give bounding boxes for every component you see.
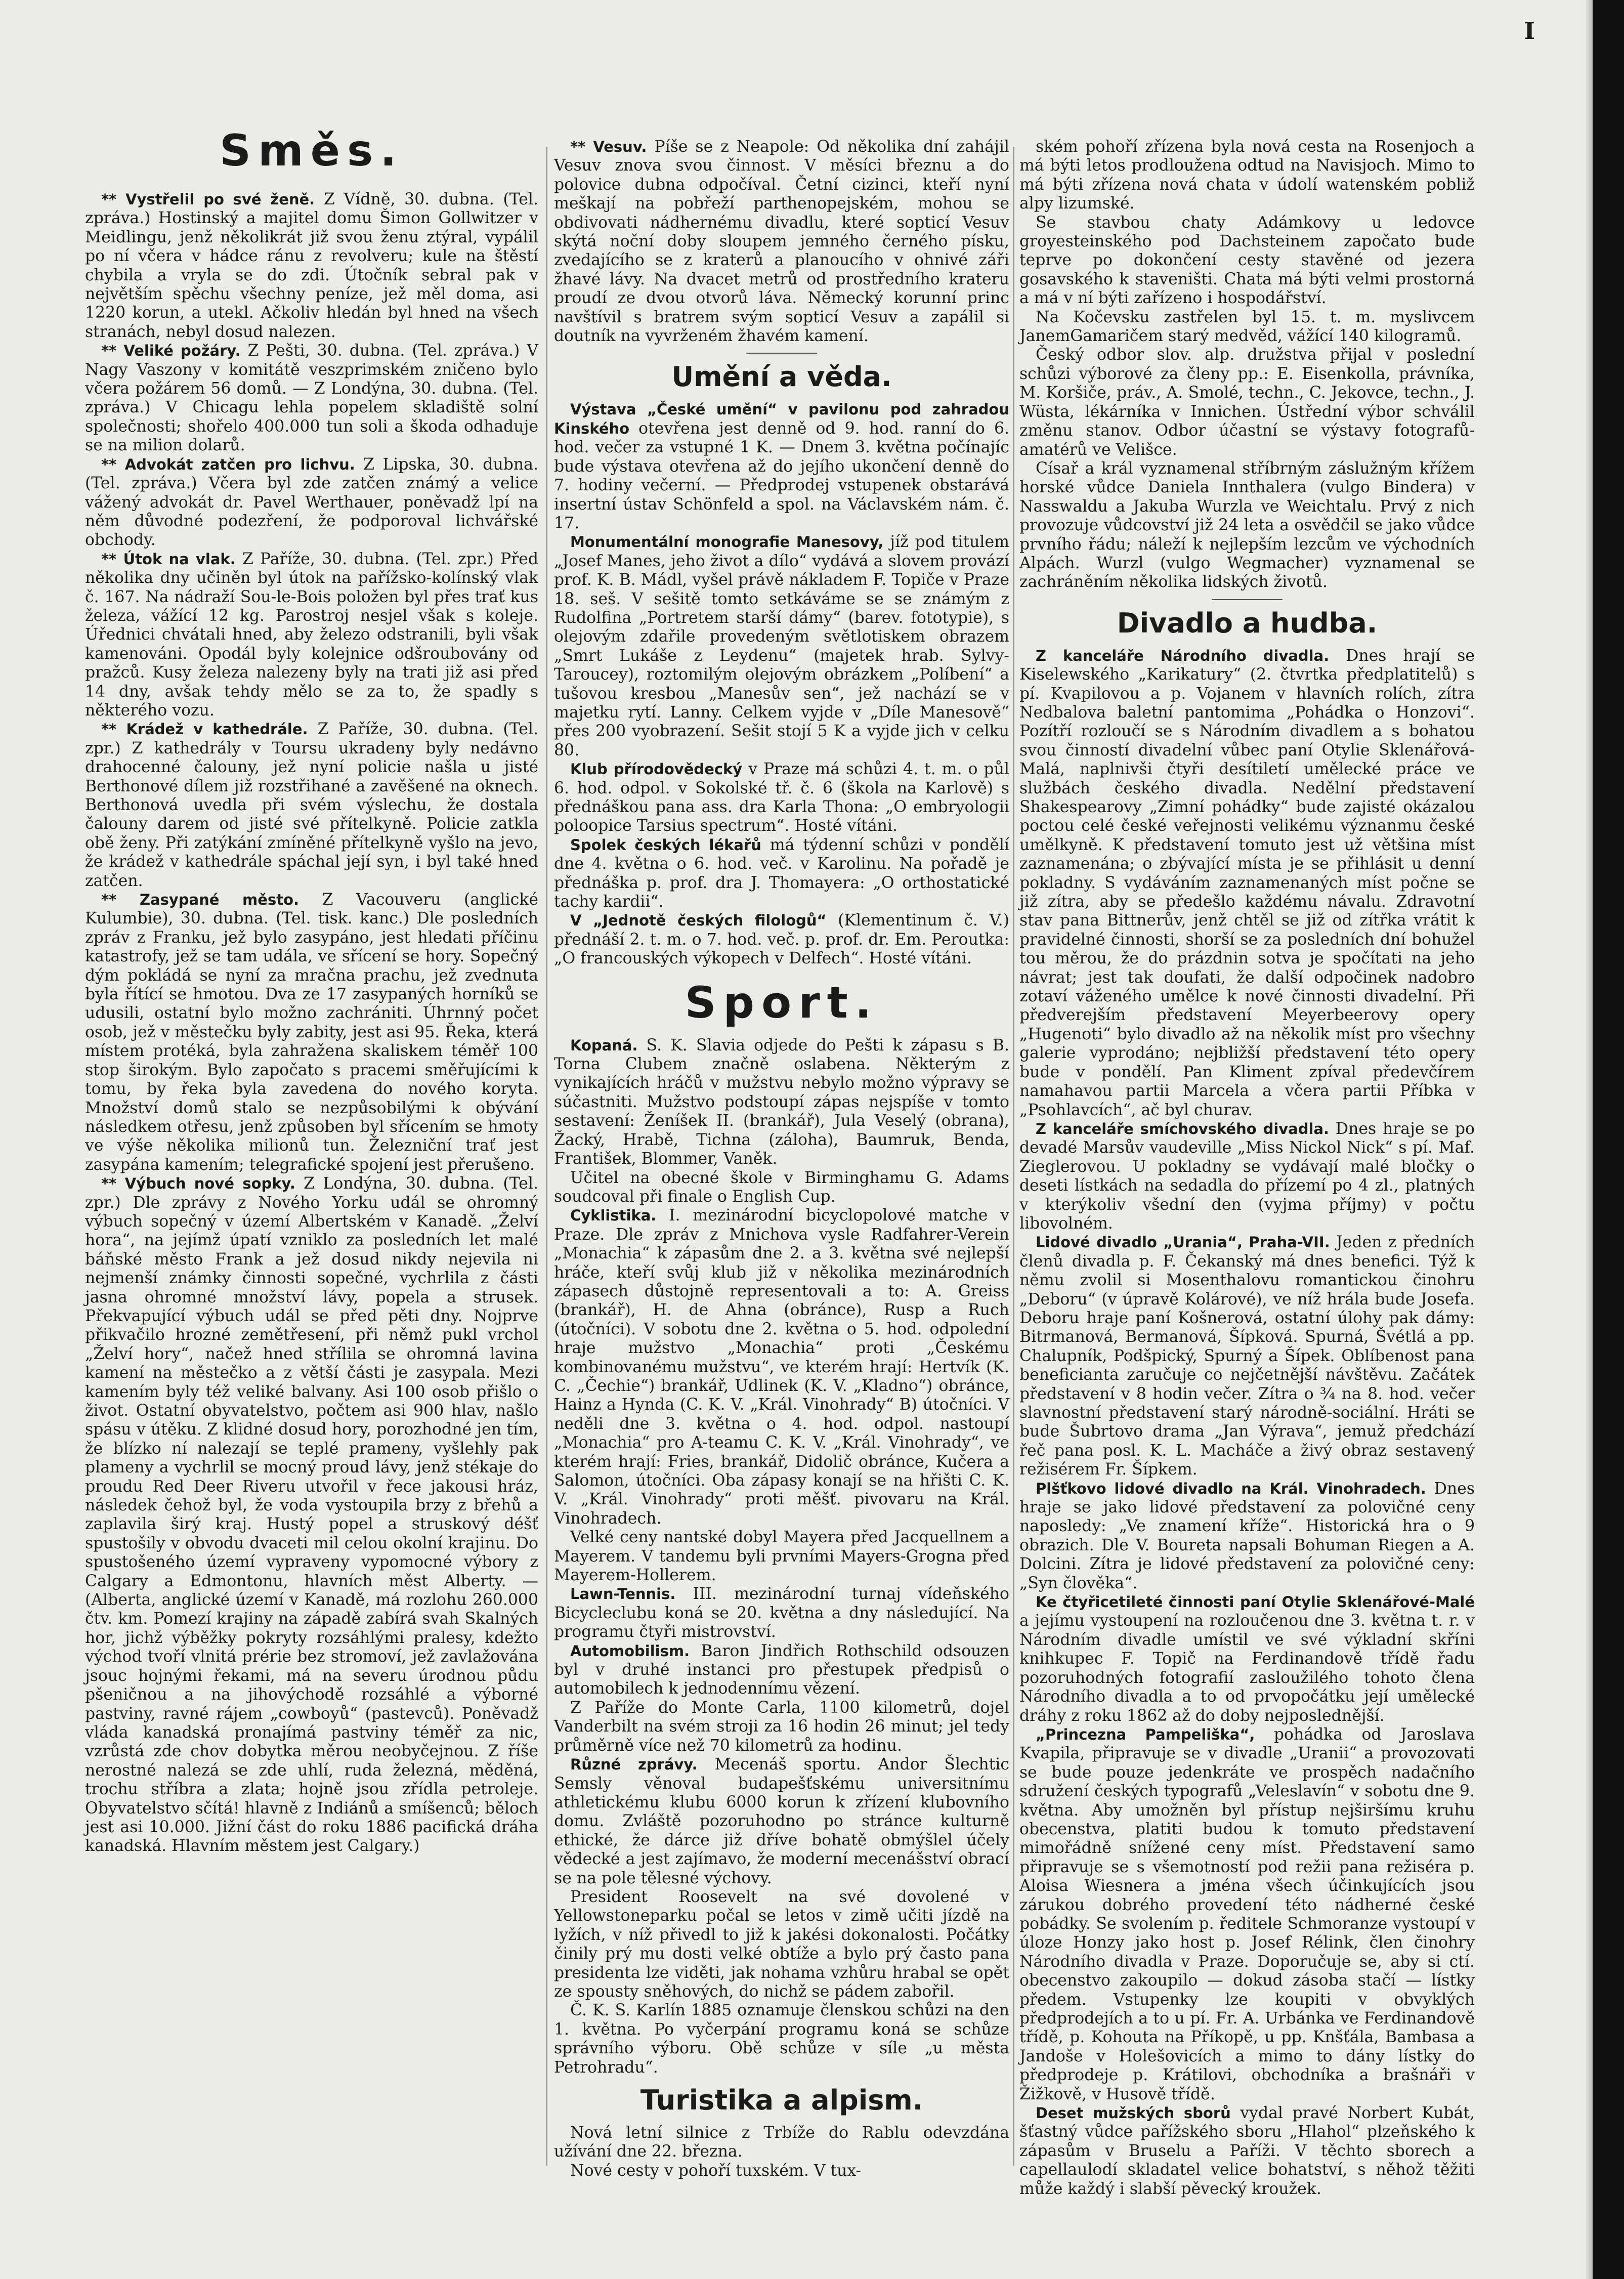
page-number: I [1524, 17, 1535, 45]
article-list [554, 138, 1009, 346]
article-body: ském pohoří zřízena byla nová cesta na Rosenjoch a má býti letos prodloužena odtud na Navisjoch. Mimo to má býti zřízena nová chata v údolí watenském pobliž alpy lizumské. [1019, 138, 1475, 213]
article-paragraph [85, 455, 538, 550]
article-paragraph [1019, 346, 1475, 459]
section-heading-sport: Sport. [685, 977, 879, 1028]
article-body: Z Londýna, 30. dubna. (Tel. zpr.) Dle zprávy z Nového Yorku udál se ohromný výbuch sopečný v území Albertském v Kanadě. „Želví hora“, na jejímž úpatí vzniklo za posledních let malé báňské město Frank a jež dosud nikdy nejevila ni nejmenší známky činnosti sopečné, vychrlila z části jasna ohromné množství lávy, popela a strusek. Překvapující výbuch udál se před pěti dny. Nojprve přikvačilo hrozné zemětřesení, při němž pukl vrchol „Želví hory“, načež hned střílila se ohromná lavina kamení na městečko a z větší části je zasypala. Mezi kamením byly též veliké balvany. Asi 100 osob přišlo o život. Ostatní obyvatelstvo, počtem asi 900 hlav, našlo spásu v útěku. Z klidné dosud hory, porozhodné jen tím, že blízko ní nalezají se teplé prameny, vyšlehly pak plameny a vychrlil se mocný proud lávy, jenž stékaje do proudu Red Deer Riveru utvořil v řece jakousi hráz, následek čehož byl, že voda vystoupila brzy z břehů a zaplavila širý kraj. Hustý popel a struskový déšť spustošily v obvodu dvaceti mil celou okolní krajinu. Do spustošeného území vypraveny vypomocné výbory z Calgary a Edmontonu, hlavních měst Alberty. — (Alberta, anglické území v Kanadě, má rozlohu 260.000 čtv. km. Pomezí krajiny na západě zabírá svah Skalných hor, jichž výběžky pokryty rozsáhlými pralesy, kdežto východ tvoří vlnitá prérie bez stromoví, jež zavlažována jsouc hojnými řekami, má na severu úrodnou půdu pšeničnou a na jihovýchodě rozsáhlé a výborné pastviny, ravné rájem „cowboyů“ (pastevců). Poněvadž vláda kanadská pronajímá pastviny téměř za nic, vzrůstá zde chov dobytka měrou neobyčejnou. Z říše nerostné nalezá se zde uhlí, ruda železná, měděná, trochu stříbra a zlata; hojně jsou zřídla petroleje. Obyvatelstvo sčítá! hlavně z Indiánů a smíšenců; běloch jest asi 10.000. Jižní část do roku 1886 pacifická dráha kanadská. Hlavním městem jest Calgary.) [85, 1174, 539, 1855]
article-list [1019, 138, 1475, 592]
section-heading-turistika: Turistika a alpism. [640, 2084, 923, 2116]
article-paragraph [554, 760, 1009, 836]
article-paragraph [85, 891, 538, 1174]
article-lead: ** Výbuch nové sopky. [101, 1175, 295, 1193]
article-body: (Klementinum č. V.) přednáší 2. t. m. o 7. hod. več. p. prof. dr. Em. Peroutka: „O francouských výkopech v Delfech“. Hosté vítáni. [554, 911, 1009, 968]
article-body: Se stavbou chaty Adámkovy u ledovce groyesteinského pod Dachsteinem započato bude teprve po dokončení cesty stavěné od jezera gosavského k staveništi. Chata má býti velmi prostorná a má v ní býti zařízeno i hospodářství. [1019, 213, 1475, 308]
article-paragraph [1019, 1593, 1475, 1725]
article-body: Píše se z Neapole: Od několika dní zahájil Vesuv znova svou činnost. V měsíci březnu a do polovice dubna odpočíval. Četní cizinci, kteří nyní meškají na pobřeží parthenopejském, mohou se obdivovati nádhernému divadlu, které sopticí Vesuv skýtá noční doby sloupem jemného černého písku, zvedajícího se z kraterů a planoucího v ohnivé záři žhavé lávy. Na dvacet metrů od prostředního krateru proudí ze dvou otvorů láva. Německý korunní princ navštívil s bratrem svým sopticí Vesuv a zapálil si doutník na vyvrženém žhavém kamení. [554, 138, 1010, 346]
article-body: Na Kočevsku zastřelen byl 15. t. m. myslivcem JanemGamaričem starý medvěd, vážící 140 kilogramů. [1019, 308, 1475, 346]
article-lead: Ke čtyřicetileté činnosti paní Otylie Sklenářové-Malé [1036, 1593, 1475, 1611]
article-body: I. mezinárodní bicyclopolové matche v Praze. Dle zpráv z Mnichova vysle Radfahrer-Verein „Monachia“ k zápasům dne 2. a 3. května své nejlepší hráče, kteří svůj klub již v několika mezinárodních zápasech důstojně representovali a to: A. Greiss (brankář), H. de Ahna (obránce), Rusp a Ruch (útočníci). V sobotu dne 2. května o 5. hod. odpolední hraje mužstvo „Monachia“ proti „Českému kombinovanému mužstvu“, ve kterém hrají: Hertvík (K. C. „Čechie“) brankář, Udlinek (K. V. „Kladno“) obránce, Hainz a Hynda (C. K. V. „Král. Vinohrady“ B) útočníci. V neděli dne 3. května o 4. hod. odpol. nastoupí „Monachia“ pro A-teamu C. K. V. „Král. Vinohrady“, ve kterém hrají: Fries, brankář, Didolič obránce, Kučera a Salomon, útočníci. Oba zápasy konají se na hřišti C. K. V. „Král. Vinohrady“ proti měšť. pivovaru na Král. Vinohradech. [554, 1206, 1009, 1528]
article-body: Dnes hraje se jako lidové představení za polovičné ceny naposledy: „Ve znamení kříže“. Historická hra o 9 obrazich. Dle V. Boureta napsali Bohuman Riegen a A. Dolcini. Zítra je lidové představení za polovičné ceny: „Syn člověka“. [1019, 1479, 1475, 1592]
article-lead: Lawn-Tennis. [570, 1585, 676, 1603]
article-body: Z Vacouveru (anglické Kulumbie), 30. dubna. (Tel. tisk. kanc.) Dle posledních zpráv z Franku, jež bylo zasypáno, jest hledati příčinu katastrofy, jež se tam udála, ve sřícení se hory. Sopečný dým pokládá se nyní za mračna prachu, jež zvednuta byla řítící se hmotou. Dva ze 17 zasypaných horníků se udusili, ostatní bylo možno zachrániti. Úhrnný počet osob, jež v městečku byly zabity, jest asi 95. Řeka, která místem protéká, byla zahražena skaliskem téměř 100 stop širokým. Bylo započato s pracemi směřujícími k tomu, by řeka byla zavedena do nového koryta. Množství domů stalo se nezpůsobilými k obývání následkem otřesu, jenž způsoben byl sřícením se hmoty ve výše několika milionů tun. Železniční trať jest zasypána kamením; telegrafické spojení jest přerušeno. [85, 891, 538, 1174]
article-lead: Monumentální monografie Manesovy, [570, 533, 884, 551]
article-paragraph [554, 2124, 1009, 2162]
article-paragraph [554, 1036, 1009, 1169]
article-lead: Deset mužských sborů [1036, 2104, 1231, 2122]
article-paragraph [554, 1206, 1009, 1528]
scan-margin-shadow [1586, 0, 1593, 2279]
article-body: President Roosevelt na své dovolené v Yellowstoneparku počal se letos v zimě učiti jízdě na lyžích, v níž přivedl to již k jakési dokonalosti. Počátky činily prý mu dosti velké obtíže a bylo prý často pana presidenta lze viděti, jak nohama vzhůru hrabal se opět ze spousty sněhových, do nichž se pádem zabořil. [554, 1887, 1009, 2001]
article-body: Dnes hrají se Kiselewského „Karikatury“ (2. čtvrtka předplatitelů) s pí. Kvapilovou a p. Vojanem v hlavních rolích, zítra Nedbalova baletní pantomima „Pohádka o Honzovi“. Pozítří rozloučí se s Národním divadlem a s bohatou svou činností divadelní vůbec paní Otylie Sklenářová-Malá, naplnivši čtyři desítiletí umělecké práce ve službách českého divadla. Nedělní představení Shakespearovy „Zimní pohádky“ bude zajisté okázalou poctou celé české veřejnosti velikému význanmu české umělkyně. K představení tomuto jest už většina míst zaznamenána; o zbývající místa je se přihlásit u denní pokladny. S vydáváním zaznamenaných míst počne se již zítra, aby se předešlo každému návalu. Zdravotní stav pana Bittnerův, jenž chtěl se již od zítřka vrátit k pravidelné činnosti, shorší se za posledních dní bohužel tou měrou, že do prázdnin sotva je spočítati na jeho návrat; jest tak doufati, že další odpočinek nadobro zotaví váženého umělce k nové činnosti divadelní. Při předverejším představení Meyerbeerovy opery „Hugenoti“ bylo divadlo až na několik míst pro všechny galerie vyprodáno; nejbližší představení této opery bude v pondělí. Pan Kliment zpíval předevčírem namahavou partii Marcela a včera partii Příbka v „Psohlavcích“, ač byl churav. [1019, 646, 1475, 1119]
article-lead: Kopaná. [570, 1036, 638, 1054]
article-paragraph [1019, 1725, 1475, 2104]
section-heading-smes: Směs. [220, 125, 404, 176]
article-lead: Klub přírodovědecký [570, 761, 743, 778]
article-body: má týdenní schůzi v pondělí dne 4. května o 6. hod. več. v Karolinu. Na pořadě je přednáška p. prof. dra J. Thomayera: „O orthostatické tachy kardii“. [554, 835, 1009, 911]
article-paragraph [554, 1888, 1009, 2001]
article-list [554, 1036, 1009, 2077]
article-paragraph [1019, 1480, 1475, 1593]
column-2 [554, 138, 1009, 2180]
article-paragraph [554, 138, 1009, 346]
article-lead: ** Útok na vlak. [101, 550, 236, 568]
article-paragraph [1019, 1120, 1475, 1233]
article-list [85, 190, 538, 1856]
article-body: Z Paříže, 30. dubna. (Tel. zpr.) Před několika dny učiněn byl útok na pařížsko-kolínský vlak č. 167. Na nádraží Sou-le-Bois položen byl přes trať kus železa, vážící 12 kg. Parostroj nesjel však s koleje. Úřednici chvátali hned, aby železo odstranili, byli však kamenováni. Opodál byly kolejnice odšroubovány od pražců. Kusy železa nalezeny byly na trati již asi před 14 dny, avšak tehdy mělo se za to, že spadly s některého vozu. [85, 550, 539, 720]
article-lead: „Princezna Pampeliška“, [1036, 1725, 1255, 1743]
article-lead: ** Vystřelil po své ženě. [101, 191, 315, 208]
article-body: otevřena jest denně od 9. hod. ranní do 6. hod. večer za vstupné 1 K. — Dnem 3. května počínajíc bude výstava otevřena až do jejího ukončení denně do 7. hodiny večerní. — Předprodej vstupenek obstarává insertní ústav Schönfeld a spol. na Václavském nám. č. 17. [554, 419, 1009, 532]
article-list [554, 400, 1009, 968]
article-lead: ** Vesuv. [570, 138, 647, 155]
article-lead: Lidové divadlo „Urania“, Praha-VII. [1036, 1234, 1330, 1251]
article-paragraph [554, 1585, 1009, 1641]
article-body: Nová letní silnice z Trbíže do Rablu odevzdána užívání dne 22. března. [554, 2124, 1009, 2161]
article-paragraph [1019, 138, 1475, 214]
article-body: Český odbor slov. alp. družstva přijal v poslední schůzi výborové za členy pp.: E. Eisenkolla, právníka, M. Koršiče, práv., A. Smolé, techn., C. Jekovce, techn., J. Wüsta, lékárníka v Innichen. Ústřední výbor schválil změnu stanov. Odbor účastní se výstavy fotografů-amatérů ve Velišce. [1019, 346, 1475, 459]
article-body: a jejímu vystoupení na rozloučenou dne 3. května t. r. v Národním divadle umístil ve své výkladní skříni knihkupec F. Topič na Ferdinandově třídě řadu pozoruhodných fotografií zasloužilého tohoto člena Národního divadla a to od prvopočátku její umělecké dráhy z roku 1862 až do doby nejposlednější. [1019, 1612, 1475, 1725]
article-paragraph [554, 533, 1009, 760]
article-paragraph [554, 1528, 1009, 1585]
article-lead: Plšťkovo lidové divadlo na Král. Vinohradech. [1036, 1480, 1426, 1497]
article-paragraph [554, 400, 1009, 533]
article-paragraph [85, 190, 538, 342]
divider [746, 353, 817, 354]
article-body: Z Paříže do Monte Carla, 1100 kilometrů, dojel Vanderbilt na svém stroji za 16 hodin 26 minut; jel tedy průměrně více než 70 kilometrů za hodinu. [554, 1698, 1009, 1755]
article-lead: ** Advokát zatčen pro lichvu. [101, 455, 355, 473]
article-body: vydal pravé Norbert Kubát, šťastný vůdce pařížského sboru „Hlahol“ plzeňského k zápasům v Bruselu a Paříži. V těchto sborech a capellaulodí skladatel velice bohatství, s něhož těžiti může každý i slabší pěvecký kroužek. [1019, 2104, 1475, 2198]
article-lead: Z kanceláře Národního divadla. [1036, 647, 1330, 664]
article-paragraph [554, 2162, 1009, 2180]
article-lead: Různé zprávy. [570, 1756, 698, 1774]
article-body: S. K. Slavia odjede do Pešti k zápasu s B. Torna Clubem značně oslabena. Některým z vynikajících hráčů v mužstvu nebylo možno výpravy se súčastniti. Mužstvo podstoupí zápas nejspíše v tomto sestavení: Ženíšek II. (brankář), Jula Veselý (obrana), Žacký, Hrabě, Tichna (záloha), Baumruk, Benda, František, Blommer, Vaněk. [554, 1036, 1009, 1168]
article-body: Dnes hraje se po devadé Marsův vaudeville „Miss Nickol Nick“ s pí. Maf. Zieglerovou. U pokladny se vydávají malé bločky o deseti lístkách na sedadla do přízemí po 4 zl., platných v kterýkoliv všední den (vyjma příjmy) v počtu libovolném. [1019, 1119, 1475, 1233]
article-body: v Praze má schůzi 4. t. m. o půl 6. hod. odpol. v Sokolské tř. č. 6 (škola na Karlově) s přednáškou pana ass. dra Karla Thona: „O embryologii poloopice Tarsius spectrum“. Hosté vítáni. [554, 760, 1009, 835]
article-paragraph [554, 1699, 1009, 1755]
article-body: Mecenáš sportu. Andor Šlechtic Semsly věnoval budapešťskému universitnímu athletickému klubu 6000 korun k zřízení klubovního domu. Zvláště pozoruhodno po stránce kulturně ethické, že dárce již dříve bohatě obmýšlel účely vědecké a jest zajímavo, že moderní mecenášství obrací se na pole tělesné výchovy. [554, 1755, 1010, 1887]
article-lead: Cyklistika. [570, 1207, 657, 1225]
article-paragraph [85, 720, 538, 891]
article-paragraph [554, 911, 1009, 968]
article-lead: Spolek českých lékařů [570, 836, 761, 854]
article-body: Nové cesty v pohoří tuxském. V tux- [570, 2161, 862, 2180]
article-lead: Automobilism. [570, 1642, 690, 1660]
article-lead: ** Krádež v kathedrále. [101, 721, 308, 738]
article-lead: V „Jednotě českých filologů“ [570, 912, 827, 930]
article-paragraph [1019, 2104, 1475, 2199]
article-body: Z Paříže, 30. dubna. (Tel. zpr.) Z kathedrály v Toursu ukradeny byly nedávno drahocenné čalouny, jež nyní policie našla u jisté Berthonové dílem již rozstřihané a zavěšené na oknech. Berthonová uvedla při svém výslechu, že dostala čalouny darem od jisté své přítelkyně. Policie zatkla obě ženy. Při zatýkání zmíněné přítelkyně vyšlo na jevo, že krádež v kathedrále spáchal její syn, i byl také hned zatčen. [85, 720, 538, 890]
article-body: Učitel na obecné škole v Birminghamu G. Adams soudcoval při finale o English Cup. [554, 1168, 1009, 1206]
article-paragraph [1019, 1233, 1475, 1479]
article-body: Císař a král vyznamenal stříbrným záslužným křížem horské vůdce Daniela Innthalera (vulgo Bindera) v Nasswaldu a Jakuba Wurzla ve Weichtalu. Prvý z nich provozuje vůdcovství již 24 leta a osvědčil se jako vůdce prvního řádu; náleží k nejlepším lezcům ve východních Alpách. Wurzl (vulgo Wegmacher) vyznamenal se zachráněním několika lidských životů. [1019, 459, 1475, 592]
article-paragraph [554, 2001, 1009, 2077]
article-body: III. mezinárodní turnaj vídeňského Bicycleclubu koná se 20. května a dny následující. Na programu čtyři mistrovství. [554, 1585, 1009, 1641]
article-paragraph [85, 1174, 538, 1856]
article-lead: Výstava „České umění“ v pavilonu pod zahradou Kinského [554, 401, 1009, 437]
article-body: Z Vídně, 30. dubna. (Tel. zpráva.) Hostinský a majitel domu Šimon Gollwitzer v Meidlingu, jenž několikrát již svou ženu ztýral, vypálil po ní včera v hádce ránu z revolveru; kule na štěstí chybila a vryla se do zdi. Útočník sebral pak v největším spěchu všechny peníze, jež měl doma, asi 1220 korun, a utekl. Ačkoliv hledán byl hned na všech stranách, nebyl dosud nalezen. [85, 190, 539, 341]
article-lead: ** Veliké požáry. [101, 342, 241, 360]
article-paragraph [1019, 308, 1475, 346]
column-rule [1013, 147, 1014, 2166]
article-body: pohádka od Jaroslava Kvapila, připravuje se v divadle „Uranii“ a provozovati se bude pouze jedenkráte ve prospěch nadačního sdružení českých typografů „Veleslavín“ v sobotu dne 9. května. Aby umožněn byl přístup nejširšímu kruhu obecenstva, platiti budou k tomuto představení mimořádně snížené ceny míst. Představení samo připravuje se s všemotností pod režii pana režiséra p. Aloisa Wiesnera a jména všech účinkujících jsou zárukou dobrého provedení této nádherné české pobádky. Se svolením p. ředitele Schmoranze vystoupí v úloze Honzy jako host p. Josef Rélink, člen činohry Národního divadla v Praze. Doporučuje se, aby si ctí. obecenstvo zakoupilo — dokud zásoba stačí — lístky předem. Vstupenky lze koupiti v obvyklých předprodejích a to u pí. Fr. A. Urbánka ve Ferdinandově třídě, p. Kohouta na Příkopě, u pp. Knšťála, Bambasa a Jandoše v Holešovicích a mimo to dány lístky do předprodeje p. Krátilovi, obchodníka a brašnáři v Žižkově, v Husově třídě. [1019, 1725, 1475, 2103]
article-paragraph [554, 836, 1009, 912]
article-paragraph [1019, 459, 1475, 592]
column-3 [1019, 138, 1475, 2199]
article-body: Velké ceny nantské dobyl Mayera před Jacquellnem a Mayerem. V tandemu byli prvními Mayers-Grogna před Mayerem-Hollerem. [554, 1528, 1009, 1585]
article-paragraph [554, 1755, 1009, 1888]
article-body: jíž pod titulem „Josef Manes, jeho život a dílo“ vydává a slovem provází prof. K. B. Mádl, vyšel právě nákladem F. Topiče v Praze 18. seš. V sešitě tomto setkáváme se se známým z Rudolfina „Portretem starší dámy“ (barev. fototypie), s olejovým zdařile provedeným světlotiskem obrazem „Smrt Lukáše z Leydenu“ (majetek hrab. Sylvy-Taroucey), roztomilým olejovým obrázkem „Políbení“ a tušovou kresbou „Manesův sen“, jež nachází se v majetku rytí. Lanny. Celkem vyjde v „Díle Manesově“ přes 200 vyobrazení. Sešit stojí 5 K a vyjde jich v celku 80. [554, 533, 1009, 759]
article-paragraph [554, 1169, 1009, 1207]
article-body: Č. K. S. Karlín 1885 oznamuje členskou schůzi na den 1. května. Po vyčerpání programu koná se schůze správního výboru. Obě schůze v síle „u města Petrohradu“. [554, 2001, 1009, 2077]
article-list [554, 2124, 1009, 2180]
article-paragraph [1019, 647, 1475, 1120]
section-heading-umeni: Umění a věda. [671, 361, 892, 393]
article-paragraph [85, 342, 538, 455]
divider [1212, 599, 1283, 600]
section-heading-divadlo: Divadlo a hudba. [1117, 607, 1378, 639]
column-1 [85, 126, 538, 1856]
article-paragraph [85, 550, 538, 721]
article-list [1019, 647, 1475, 2199]
article-paragraph [554, 1642, 1009, 1699]
article-body: Z Pešti, 30. dubna. (Tel. zpráva.) V Nagy Vaszony v komitátě veszprimském zničeno bylo včera požárem 56 domů. — Z Londýna, 30. dubna. (Tel. zpráva.) V Chicagu lehla popelem skladiště solní společnosti; shořelo 400.000 tun soli a škoda odhaduje se na milion dolarů. [85, 342, 538, 455]
article-lead: Z kanceláře smíchovského divadla. [1036, 1120, 1330, 1137]
article-paragraph [1019, 214, 1475, 308]
column-rule [546, 147, 547, 2166]
scan-edge [1593, 0, 1624, 2279]
article-body: Z Lipska, 30. dubna. (Tel. zpráva.) Včera byl zde zatčen známý a velice vážený advokát dr. Pavel Werthauer, poněvadž lpí na něm důvodné podezření, že podporoval lichvářské obchody. [85, 455, 539, 550]
article-body: Baron Jindřich Rothschild odsouzen byl v druhé instanci pro přestupek předpisů o automobilech k jednodennímu vězení. [554, 1641, 1009, 1698]
article-lead: ** Zasypané město. [101, 891, 300, 909]
article-body: Jeden z předních členů divadla p. F. Čekanský má dnes benefici. Týž k němu zvolil si Mosenthalovu romantickou činohru „Deboru“ (v úpravě Kolárové), ve níž hrála bude Josefa. Deboru hraje paní Košnerová, ostatní úlohy pak dámy: Bitrmanová, Bermanová, Šípková. Spurná, Švétlá a pp. Chalupník, Podšpický, Spurný a Šípek. Oblíbenost pana beneficianta zaručuje co nejčetnější návštěvu. Začátek představení v 8 hodin večer. Zítra o ¾ na 8. hod. večer slavnostní představení starý národně-sociální. Hráti se bude Šubrtovo drama „Jan Výrava“, jemuž předchází řeč pana posl. K. L. Macháče a živý obraz sestavený režisérem Fr. Šípkem. [1019, 1233, 1475, 1479]
